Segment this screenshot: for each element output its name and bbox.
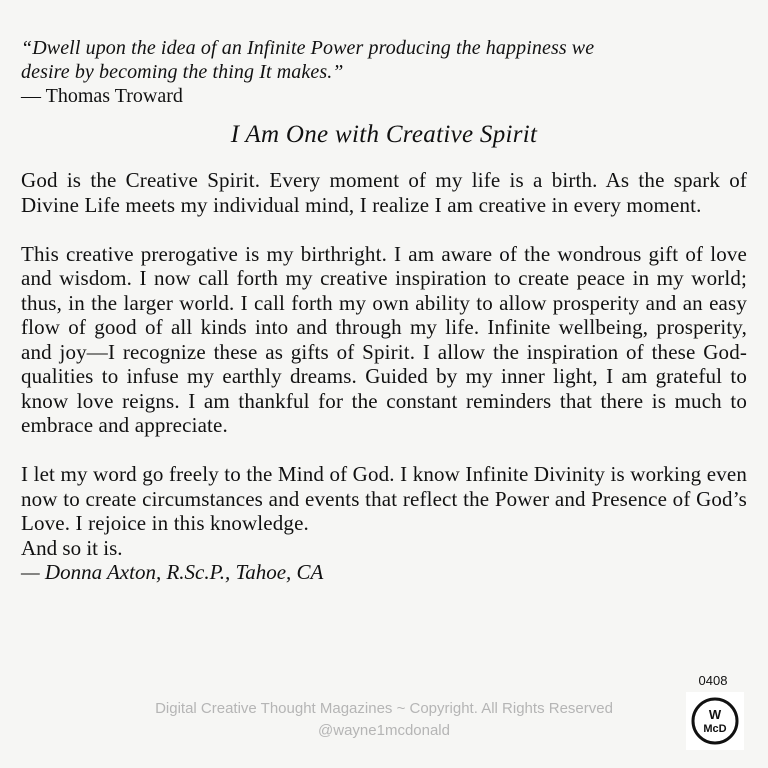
epigraph-quote-line1: “Dwell upon the idea of an Infinite Power producing the happiness we [21, 37, 595, 59]
logo-letter-w: W [708, 707, 722, 722]
epigraph-author: — Thomas Troward [21, 85, 183, 107]
issue-code: 0408 [698, 673, 728, 688]
paragraph-3: I let my word go freely to the Mind of God. I know Infinite Divinity is working even now to create circumstances and events that reflect the Power and Presence of God’s Love. I rejoice in this knowledge. [21, 462, 747, 535]
logo-letters-mcd: McD [703, 723, 727, 735]
wmcd-logo-mark [690, 696, 740, 746]
paragraph-1: God is the Creative Spirit. Every moment of my life is a birth. As the spark of Divine Life meets my individual mind, I realize I am creative in every moment. [21, 168, 747, 217]
paragraph-2: This creative prerogative is my birthright. I am aware of the wondrous gift of love and wisdom. I now call forth my creative inspiration to create peace in my world; thus, in the larger world. I call forth my own ability to allow prosperity and an easy flow of good of all kinds into and through my life. Infinite wellbeing, prosperity, and joy—I recognize these as gifts of Spirit. I allow the inspiration of these God-qualities to infuse my earthly dreams. Guided by my inner light, I am grateful to know love reigns. I am thankful for the constant reminders that there is much to embrace and appreciate. [21, 241, 747, 437]
copyright-notice: Digital Creative Thought Magazines ~ Copyright. All Rights Reserved [155, 700, 613, 717]
epigraph-quote-line2: desire by becoming the thing It makes.” [21, 61, 344, 83]
author-handle: @wayne1mcdonald [318, 722, 450, 739]
devotional-page [21, 36, 747, 585]
page-title: I Am One with Creative Spirit [230, 121, 538, 148]
author-signature: — Donna Axton, R.Sc.P., Tahoe, CA [21, 560, 324, 584]
wmcd-logo [686, 692, 744, 750]
closing-line: And so it is. [21, 535, 123, 560]
epigraph-quote [21, 36, 747, 84]
